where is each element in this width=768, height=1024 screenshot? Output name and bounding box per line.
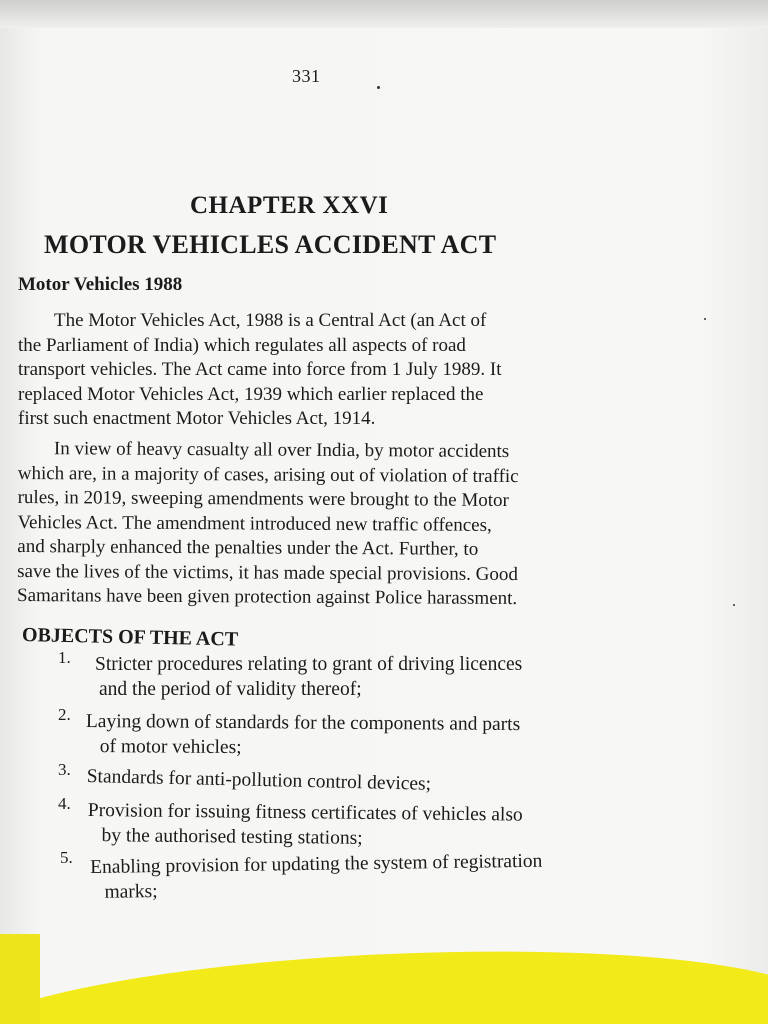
list-item [86,709,521,762]
page-number: 331 [292,66,321,86]
paragraph-line: the Parliament of India) which regulates all aspects of road [18,334,466,356]
chapter-title: CHAPTER XXVI [190,192,389,219]
list-number: 5. [60,848,73,867]
paragraph-amendments [17,437,519,612]
paragraph-line: The Motor Vehicles Act, 1988 is a Central Act (an Act of [54,310,487,331]
list-item [87,798,522,853]
list-item-line: Provision for issuing fitness certificates of vehicles also [87,799,523,826]
list-item-line: and the period of validity thereof; [99,679,362,700]
paragraph-line: rules, in 2019, sweeping amendments were brought to the Motor [17,486,509,511]
paragraph-motor-vehicles-act [18,309,502,432]
list-item-line: Enabling provision for updating the system of registration [90,850,543,878]
objects-heading: OBJECTS OF THE ACT [21,624,239,651]
paragraph-line: replaced Motor Vehicles Act, 1939 which earlier replaced the [18,383,484,405]
list-number: 4. [58,794,71,813]
paragraph-line: and sharply enhanced the penalties under the Act. Further, to [17,535,479,560]
list-item-line: by the authorised testing stations; [101,825,363,849]
list-item-line: Laying down of standards for the components and parts [85,710,521,736]
ink-speck [704,318,706,320]
ink-speck [733,604,735,606]
act-title: MOTOR VEHICLES ACCIDENT ACT [44,230,497,259]
paragraph-line: Samaritans have been given protection against Police harassment. [16,584,518,610]
paragraph-line: which are, in a majority of cases, arising out of violation of traffic [17,462,519,487]
section-heading: Motor Vehicles 1988 [18,274,183,295]
list-item [86,764,431,797]
list-item-line: Stricter procedures relating to grant of driving licences [95,654,523,675]
list-item-line: marks; [104,881,158,903]
paragraph-line: Vehicles Act. The amendment introduced new traffic offences, [17,511,492,536]
list-number: 2. [58,705,71,724]
ink-speck [377,86,380,89]
paragraph-line: transport vehicles. The Act came into force from 1 July 1989. It [18,359,502,380]
list-item-line: of motor vehicles; [99,736,242,759]
paragraph-line: first such enactment Motor Vehicles Act, 1914. [18,408,376,429]
list-item-line: Standards for anti-pollution control devices; [86,765,432,795]
paragraph-line: In view of heavy casualty all over India, by motor accidents [53,438,510,463]
list-number: 3. [58,760,71,779]
list-item [90,849,543,905]
list-number: 1. [58,648,71,667]
list-item [95,652,522,702]
paragraph-line: save the lives of the victims, it has made special provisions. Good [17,560,519,585]
